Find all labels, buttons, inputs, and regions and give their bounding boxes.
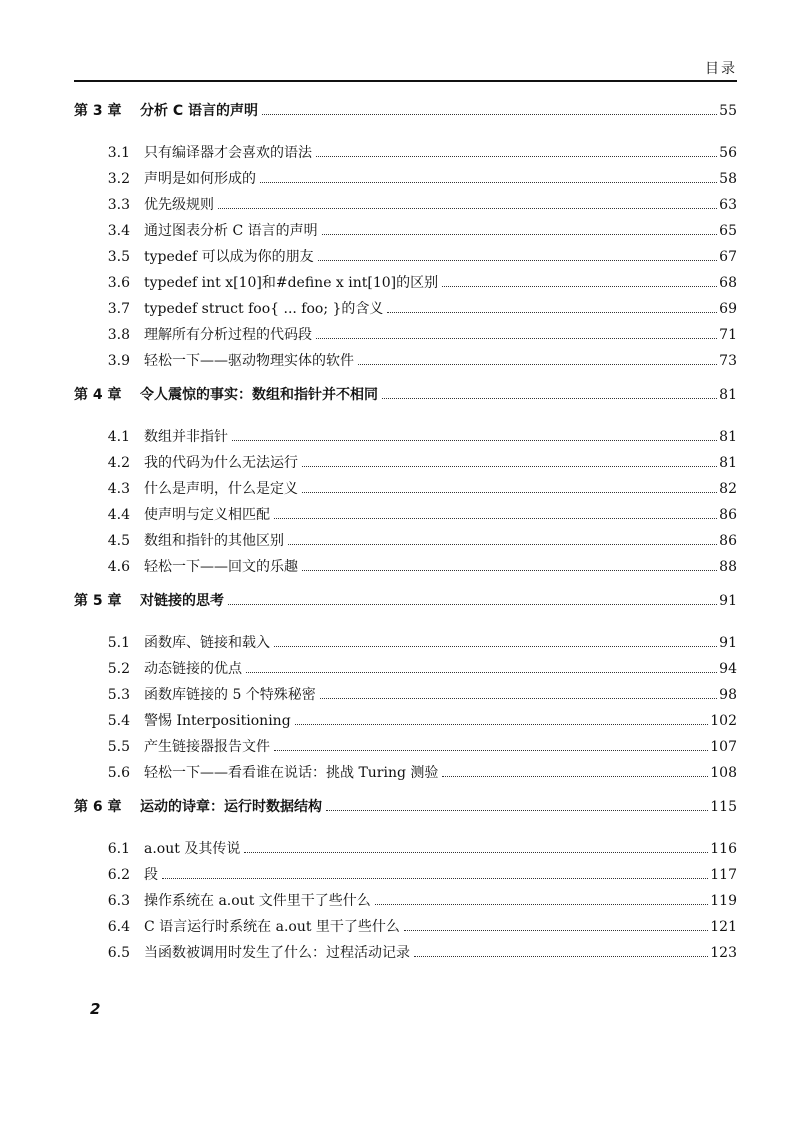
dot-leader xyxy=(382,398,717,399)
dot-leader xyxy=(274,518,717,519)
dot-leader xyxy=(218,208,717,209)
section-title: 声明是如何形成的 xyxy=(144,171,256,187)
section-entry[interactable] xyxy=(74,710,737,736)
section-title: 警惕 Interpositioning xyxy=(144,713,291,729)
section-title: 动态链接的优点 xyxy=(144,661,242,677)
dot-leader xyxy=(322,234,718,235)
chapter-title: 对链接的思考 xyxy=(140,593,224,609)
section-entry[interactable] xyxy=(74,736,737,762)
section-entry[interactable] xyxy=(74,504,737,530)
section-number: 6.5 xyxy=(107,945,130,961)
section-page: 73 xyxy=(719,353,737,369)
section-entry[interactable] xyxy=(74,324,737,350)
section-entry[interactable] xyxy=(74,838,737,864)
section-title: 我的代码为什么无法运行 xyxy=(144,455,298,471)
section-entry[interactable] xyxy=(74,916,737,942)
section-list xyxy=(74,632,737,788)
section-number: 3.3 xyxy=(107,197,130,213)
section-number: 3.7 xyxy=(107,301,130,317)
section-page: 107 xyxy=(710,739,737,755)
section-number: 3.4 xyxy=(107,223,130,239)
dot-leader xyxy=(295,724,709,725)
section-number: 6.3 xyxy=(107,893,130,909)
section-entry[interactable] xyxy=(74,246,737,272)
section-entry[interactable] xyxy=(74,350,737,376)
section-entry[interactable] xyxy=(74,478,737,504)
chapter-title: 运动的诗章：运行时数据结构 xyxy=(140,799,322,815)
section-entry[interactable] xyxy=(74,942,737,968)
page-number: 2 xyxy=(90,1000,101,1018)
chapter-page: 91 xyxy=(719,593,737,609)
section-page: 98 xyxy=(719,687,737,703)
section-title: 优先级规则 xyxy=(144,197,214,213)
section-title: 数组和指针的其他区别 xyxy=(144,533,284,549)
chapter-entry[interactable] xyxy=(74,796,737,826)
section-title: 轻松一下——回文的乐趣 xyxy=(144,559,298,575)
dot-leader xyxy=(404,930,708,931)
section-page: 69 xyxy=(719,301,737,317)
chapter-entry[interactable] xyxy=(74,100,737,130)
section-list xyxy=(74,838,737,968)
section-number: 3.5 xyxy=(107,249,130,265)
section-page: 119 xyxy=(710,893,737,909)
dot-leader xyxy=(442,286,717,287)
section-number: 4.5 xyxy=(107,533,130,549)
section-entry[interactable] xyxy=(74,556,737,582)
dot-leader xyxy=(246,672,717,673)
section-title: 产生链接器报告文件 xyxy=(144,739,270,755)
section-page: 108 xyxy=(710,765,737,781)
section-title: typedef int x[10]和#define x int[10]的区别 xyxy=(144,275,439,291)
section-number: 5.6 xyxy=(107,765,130,781)
section-page: 121 xyxy=(710,919,737,935)
section-page: 117 xyxy=(710,867,737,883)
section-title: 段 xyxy=(144,867,158,883)
section-entry[interactable] xyxy=(74,168,737,194)
section-entry[interactable] xyxy=(74,658,737,684)
section-page: 102 xyxy=(710,713,737,729)
section-page: 81 xyxy=(719,455,737,471)
section-page: 63 xyxy=(719,197,737,213)
section-number: 5.1 xyxy=(107,635,130,651)
section-title: 通过图表分析 C 语言的声明 xyxy=(144,223,318,239)
section-title: 操作系统在 a.out 文件里干了些什么 xyxy=(144,893,371,909)
section-entry[interactable] xyxy=(74,194,737,220)
section-title: 当函数被调用时发生了什么：过程活动记录 xyxy=(144,945,410,961)
chapter-number: 第 3 章 xyxy=(74,103,122,119)
section-number: 5.3 xyxy=(107,687,130,703)
chapter-title: 分析 C 语言的声明 xyxy=(140,103,259,119)
dot-leader xyxy=(162,878,708,879)
dot-leader xyxy=(260,182,717,183)
section-title: 函数库、链接和载入 xyxy=(144,635,270,651)
section-list xyxy=(74,142,737,376)
section-entry[interactable] xyxy=(74,298,737,324)
chapter-title: 令人震惊的事实：数组和指针并不相同 xyxy=(140,387,378,403)
section-page: 65 xyxy=(719,223,737,239)
section-title: 轻松一下——驱动物理实体的软件 xyxy=(144,353,354,369)
dot-leader xyxy=(316,338,717,339)
section-number: 4.2 xyxy=(107,455,130,471)
section-entry[interactable] xyxy=(74,220,737,246)
chapter-number: 第 6 章 xyxy=(74,799,122,815)
section-entry[interactable] xyxy=(74,864,737,890)
section-page: 81 xyxy=(719,429,737,445)
section-title: 函数库链接的 5 个特殊秘密 xyxy=(144,687,316,703)
dot-leader xyxy=(228,604,717,605)
section-number: 3.6 xyxy=(107,275,130,291)
section-number: 4.3 xyxy=(107,481,130,497)
section-page: 86 xyxy=(719,533,737,549)
section-entry[interactable] xyxy=(74,762,737,788)
section-title: 什么是声明，什么是定义 xyxy=(144,481,298,497)
section-number: 4.6 xyxy=(107,559,130,575)
section-number: 5.5 xyxy=(107,739,130,755)
section-title: C 语言运行时系统在 a.out 里干了些什么 xyxy=(144,919,400,935)
section-page: 91 xyxy=(719,635,737,651)
dot-leader xyxy=(320,698,717,699)
dot-leader xyxy=(358,364,717,365)
section-number: 6.2 xyxy=(107,867,130,883)
section-title: 只有编译器才会喜欢的语法 xyxy=(144,145,312,161)
section-title: typedef 可以成为你的朋友 xyxy=(144,249,314,265)
dot-leader xyxy=(318,260,718,261)
section-page: 68 xyxy=(719,275,737,291)
dot-leader xyxy=(302,466,717,467)
section-entry[interactable] xyxy=(74,890,737,916)
section-page: 58 xyxy=(719,171,737,187)
section-number: 5.2 xyxy=(107,661,130,677)
chapter-page: 55 xyxy=(719,103,737,119)
section-entry[interactable] xyxy=(74,530,737,556)
dot-leader xyxy=(302,492,717,493)
section-page: 56 xyxy=(719,145,737,161)
section-number: 3.2 xyxy=(107,171,130,187)
chapter-entry[interactable] xyxy=(74,384,737,414)
section-page: 86 xyxy=(719,507,737,523)
dot-leader xyxy=(442,776,708,777)
dot-leader xyxy=(326,810,708,811)
section-entry[interactable] xyxy=(74,272,737,298)
section-page: 123 xyxy=(710,945,737,961)
section-entry[interactable] xyxy=(74,632,737,658)
section-number: 4.1 xyxy=(107,429,130,445)
chapter-entry[interactable] xyxy=(74,590,737,620)
section-page: 116 xyxy=(710,841,737,857)
section-title: 使声明与定义相匹配 xyxy=(144,507,270,523)
section-page: 67 xyxy=(719,249,737,265)
chapter-number: 第 5 章 xyxy=(74,593,122,609)
dot-leader xyxy=(274,646,717,647)
dot-leader xyxy=(262,114,717,115)
section-list xyxy=(74,426,737,582)
section-title: typedef struct foo{ ... foo; }的含义 xyxy=(144,301,384,317)
section-title: 轻松一下——看看谁在说话：挑战 Turing 测验 xyxy=(144,765,439,781)
section-number: 3.1 xyxy=(107,145,130,161)
section-page: 71 xyxy=(719,327,737,343)
dot-leader xyxy=(375,904,708,905)
section-title: a.out 及其传说 xyxy=(144,841,241,857)
section-page: 82 xyxy=(719,481,737,497)
section-entry[interactable] xyxy=(74,142,737,168)
section-title: 理解所有分析过程的代码段 xyxy=(144,327,312,343)
dot-leader xyxy=(302,570,717,571)
chapter-page: 81 xyxy=(719,387,737,403)
running-header: 目录 xyxy=(705,61,737,77)
section-page: 88 xyxy=(719,559,737,575)
section-entry[interactable] xyxy=(74,426,737,452)
section-number: 6.1 xyxy=(107,841,130,857)
chapter-page: 115 xyxy=(710,799,737,815)
section-title: 数组并非指针 xyxy=(144,429,228,445)
section-entry[interactable] xyxy=(74,452,737,478)
dot-leader xyxy=(414,956,708,957)
section-number: 3.9 xyxy=(107,353,130,369)
section-number: 4.4 xyxy=(107,507,130,523)
dot-leader xyxy=(274,750,708,751)
dot-leader xyxy=(232,440,717,441)
chapter-number: 第 4 章 xyxy=(74,387,122,403)
section-page: 94 xyxy=(719,661,737,677)
dot-leader xyxy=(288,544,717,545)
dot-leader xyxy=(316,156,717,157)
header-rule xyxy=(74,80,737,82)
dot-leader xyxy=(244,852,708,853)
section-entry[interactable] xyxy=(74,684,737,710)
section-number: 3.8 xyxy=(107,327,130,343)
table-of-contents xyxy=(74,100,737,968)
section-number: 5.4 xyxy=(107,713,130,729)
section-number: 6.4 xyxy=(107,919,130,935)
dot-leader xyxy=(387,312,717,313)
